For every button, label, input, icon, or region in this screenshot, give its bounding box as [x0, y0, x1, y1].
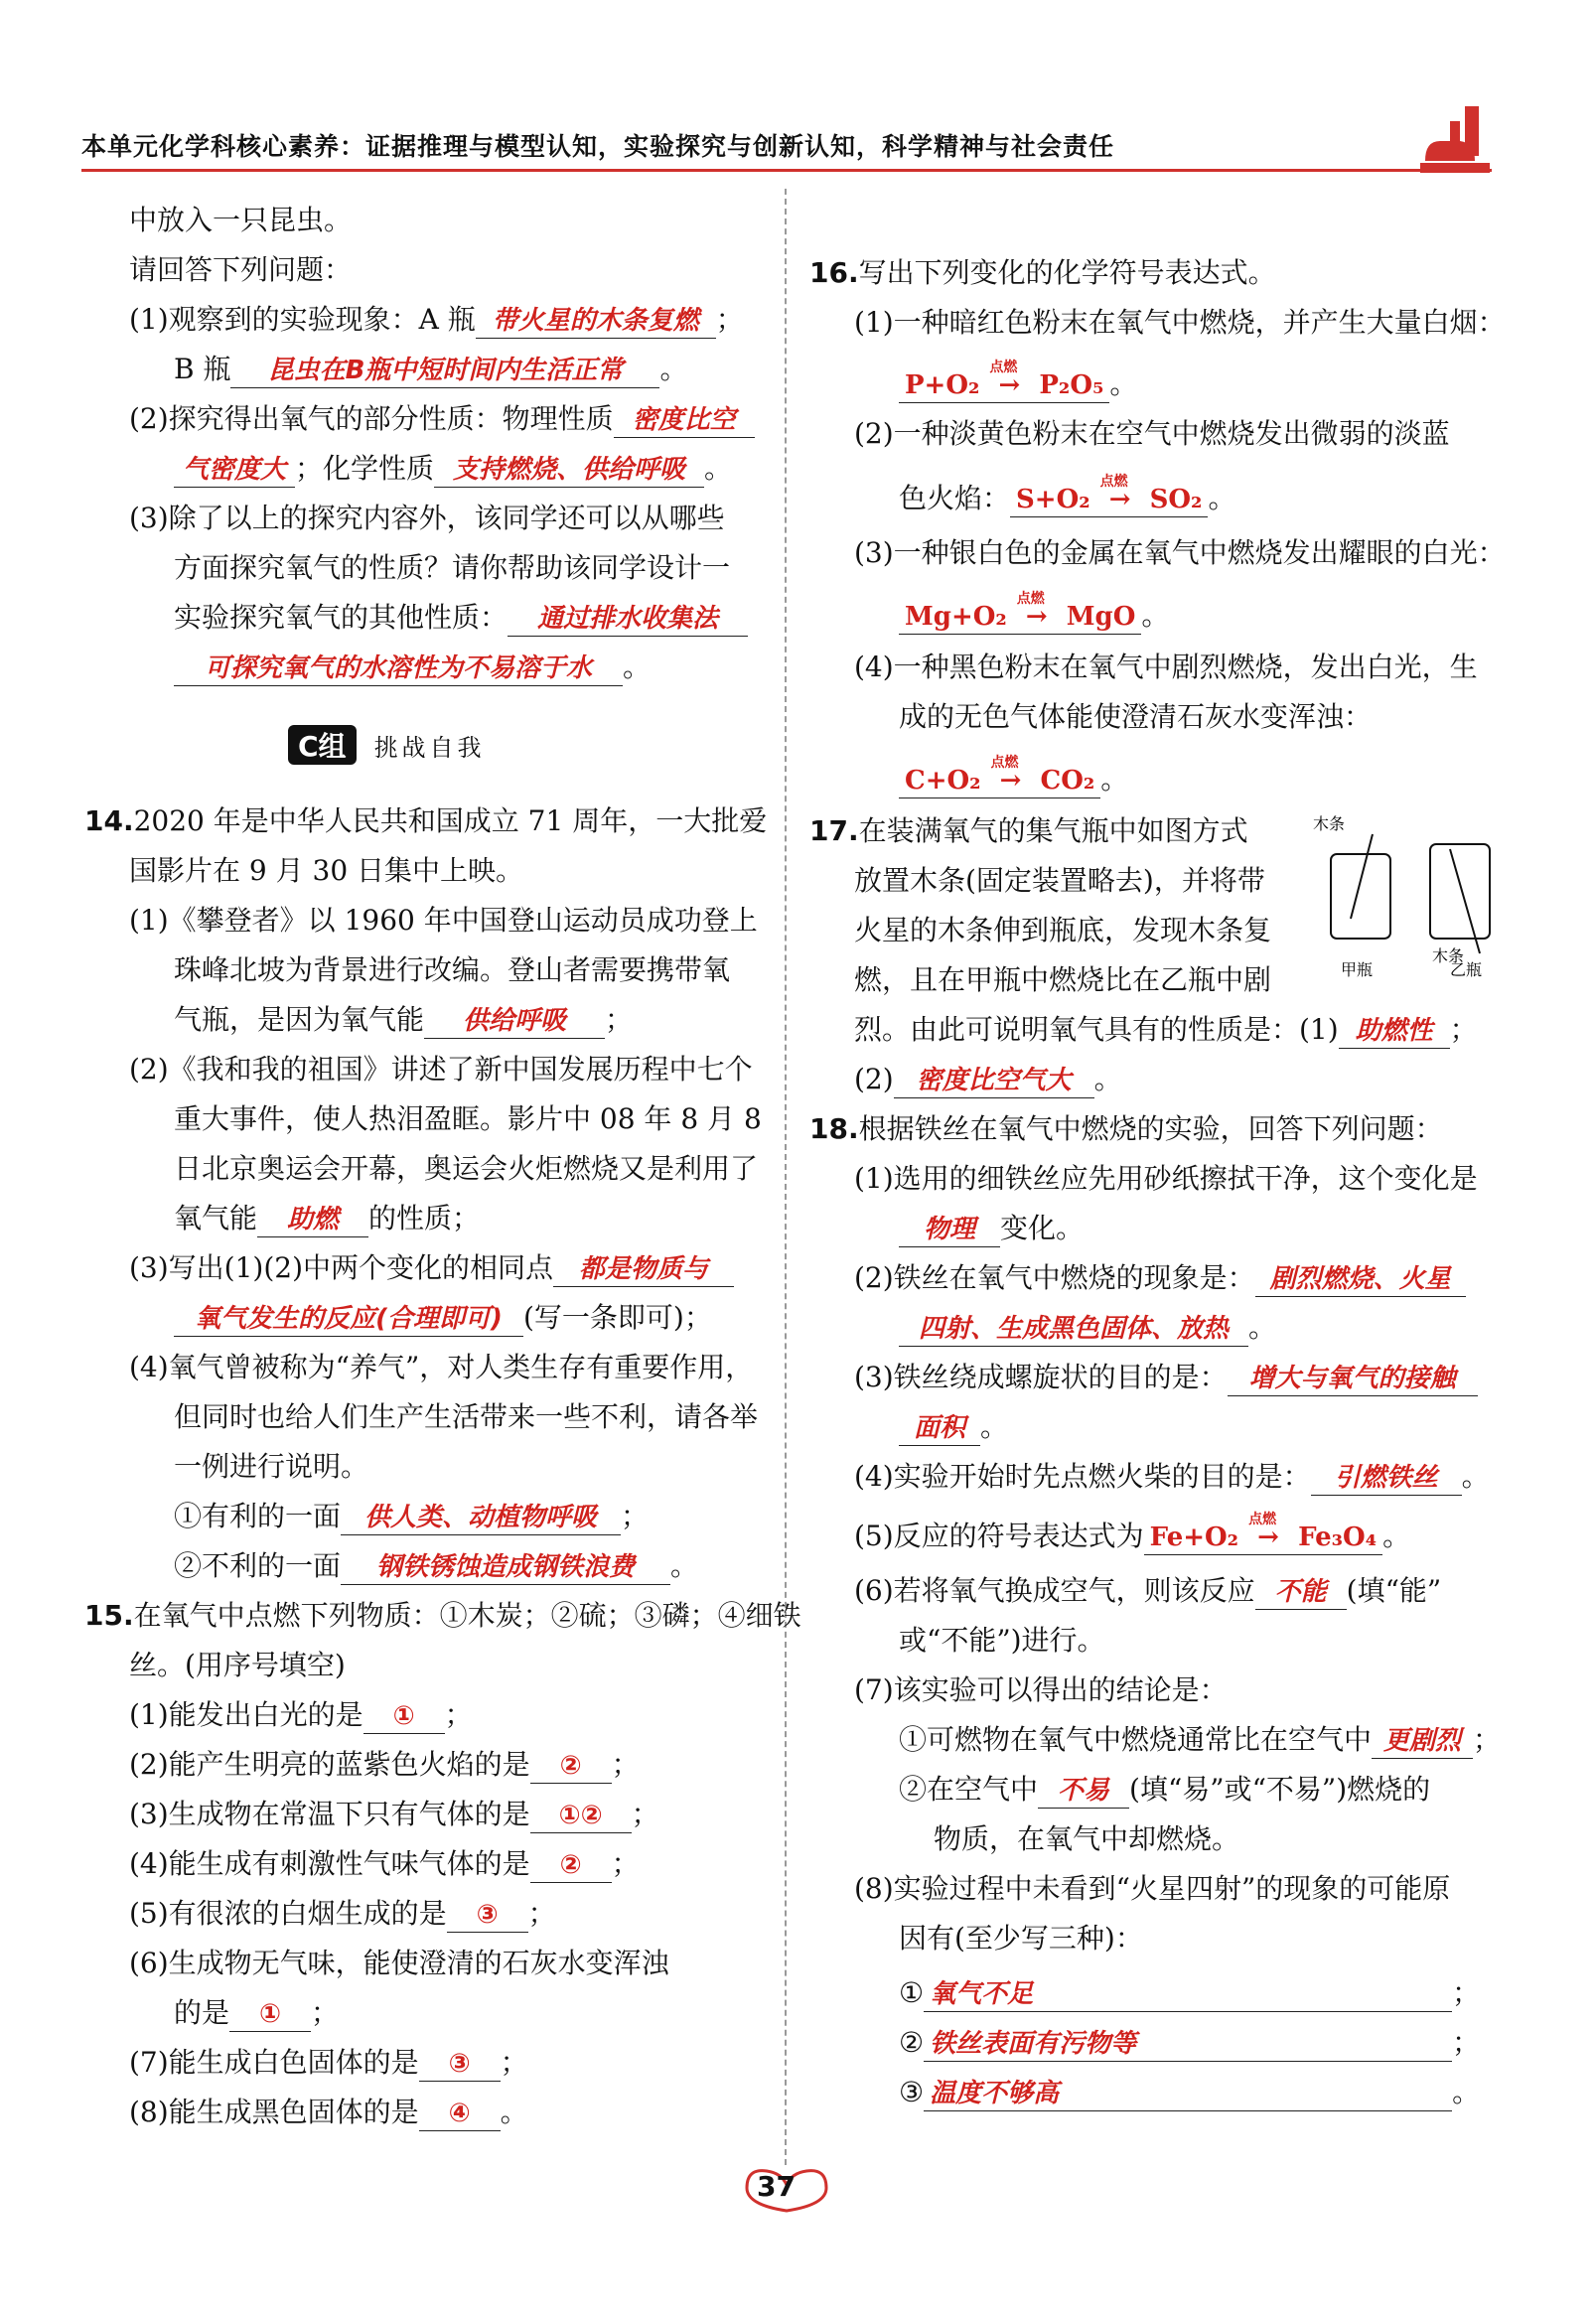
q18-6: (6)若将氧气换成空气，则该反应 不能 (填“能”	[854, 1574, 1441, 1610]
text-line: 方面探究氧气的性质？请你帮助该同学设计一	[174, 551, 731, 584]
answer-field: ①②	[530, 1799, 632, 1833]
fig-label-a: 甲瓶	[1341, 960, 1374, 979]
q18-5: (5)反应的符号表达式为 Fe+O₂ → 点燃 Fe₃O₄ 。	[854, 1520, 1410, 1555]
text-line: 火星的木条伸到瓶底，发现木条复	[854, 914, 1272, 946]
equation-field: S+O₂ → 点燃 SO₂	[1010, 483, 1208, 517]
text-line: 成的无色气体能使澄清石灰水变浑浊：	[899, 700, 1373, 733]
answer-field: 气密度大	[174, 453, 295, 488]
q14-4b: ②不利的一面 钢铁锈蚀造成钢铁浪费 。	[174, 1549, 698, 1585]
q14-3: (3)写出(1)(2)中两个变化的相同点 都是物质与	[129, 1251, 734, 1287]
equation-field: P+O₂ → 点燃 P₂O₅	[899, 368, 1109, 403]
q13-1a: (1)观察到的实验现象：A 瓶 带火星的木条复燃 ；	[129, 303, 744, 339]
answer-field: 可探究氧气的水溶性为不易溶于水	[174, 652, 623, 686]
text-line: 珠峰北坡为背景进行改编。登山者需要携带氧	[174, 953, 731, 986]
answer-field: ③	[419, 2047, 501, 2082]
q18-intro: 18.根据铁丝在氧气中燃烧的实验，回答下列问题：	[809, 1112, 1443, 1145]
column-divider	[785, 189, 787, 2165]
answer-field: 带火星的木条复燃	[476, 304, 716, 339]
q13-1b: B 瓶 昆虫在B瓶中短时间内生活正常 。	[174, 353, 688, 388]
q18-7b: ②在空气中 不易 (填“易”或“不易”)燃烧的	[899, 1773, 1430, 1809]
answer-field: 氧气不足	[924, 1977, 1452, 2012]
answer-field: 助燃	[257, 1203, 368, 1237]
answer-field: 密度比空	[614, 403, 755, 438]
answer-field: 支持燃烧、供给呼吸	[434, 453, 704, 488]
equation: Mg+O₂ → 点燃 MgO 。	[899, 599, 1169, 635]
text-line: 中放入一只昆虫。	[129, 204, 353, 236]
text-line: 燃，且在甲瓶中燃烧比在乙瓶中剧	[854, 963, 1272, 996]
answer-field: 铁丝表面有污物等	[924, 2027, 1452, 2062]
q14-1: 气瓶，是因为氧气能 供给呼吸 ；	[174, 1003, 633, 1039]
answer-field: 更剧烈	[1372, 1724, 1473, 1759]
q18-8-item: ① 氧气不足 ；	[899, 1976, 1480, 2012]
answer-field: 物理	[899, 1213, 1000, 1247]
q15-item: (2)能产生明亮的蓝紫色火焰的是 ② ；	[129, 1748, 640, 1784]
q13-3b: 可探究氧气的水溶性为不易溶于水 。	[174, 651, 651, 686]
page-header-title: 本单元化学科核心素养：证据推理与模型认知，实验探究与创新认知，科学精神与社会责任	[81, 132, 1115, 161]
answer-field: ①	[229, 1997, 311, 2032]
q14-3b: 氧气发生的反应(合理即可) (写一条即可)；	[174, 1301, 712, 1337]
q15-7: (7)能生成白色固体的是 ③ ；	[129, 2046, 528, 2082]
q15-item: (3)生成物在常温下只有气体的是 ①② ；	[129, 1798, 659, 1833]
text-line: (8)实验过程中未看到“火星四射”的现象的可能原	[854, 1872, 1451, 1905]
q14-4a: ①有利的一面 供人类、动植物呼吸 ；	[174, 1500, 649, 1535]
answer-field: 面积	[899, 1411, 980, 1446]
badge-title: 挑战自我	[373, 734, 486, 762]
q18-3b: 面积 。	[899, 1410, 1008, 1446]
q18-2: (2)铁丝在氧气中燃烧的现象是： 剧烈燃烧、火星	[854, 1261, 1466, 1297]
answer-field: ②	[530, 1848, 612, 1883]
answer-field: ④	[419, 2097, 501, 2131]
answer-field: 钢铁锈蚀造成钢铁浪费	[341, 1550, 670, 1585]
q14-2: 氧气能 助燃 的性质；	[174, 1202, 480, 1237]
answer-field: 不能	[1255, 1575, 1347, 1610]
equation: P+O₂ → 点燃 P₂O₅ 。	[899, 367, 1137, 403]
q18-2b: 四射、生成黑色固体、放热 。	[899, 1311, 1276, 1347]
equation: 色火焰： S+O₂ → 点燃 SO₂ 。	[899, 482, 1235, 517]
text-line: (3)除了以上的探究内容外，该同学还可以从哪些	[129, 502, 725, 534]
q18-4: (4)实验开始时先点燃火柴的目的是： 引燃铁丝 。	[854, 1460, 1490, 1496]
fig-label-wood1: 木条	[1313, 814, 1346, 833]
q15-8: (8)能生成黑色固体的是 ④ 。	[129, 2096, 528, 2131]
text-line: (2)一种淡黄色粉末在空气中燃烧发出微弱的淡蓝	[854, 417, 1450, 450]
q17-ans2: (2) 密度比空气大 。	[854, 1063, 1122, 1098]
text-line: 或“不能”)进行。	[899, 1624, 1105, 1657]
q15-intro: 15.在氧气中点燃下列物质：①木炭；②硫；③磷；④细铁	[84, 1599, 801, 1632]
text-line: (4)一种黑色粉末在氧气中剧烈燃烧，发出白光，生	[854, 651, 1478, 683]
answer-field: ②	[530, 1749, 612, 1784]
q18-1: 物理 变化。	[899, 1212, 1084, 1247]
lab-flask-logo-icon	[1415, 101, 1495, 179]
text-line: 日北京奥运会开幕，奥运会火炬燃烧又是利用了	[174, 1152, 759, 1185]
section-badge	[288, 725, 486, 765]
q18-8-item: ② 铁丝表面有污物等 ；	[899, 2026, 1480, 2062]
q13-3: 实验探究氧气的其他性质： 通过排水收集法	[174, 601, 748, 637]
text-line: (7)该实验可以得出的结论是：	[854, 1673, 1228, 1706]
text-line: 物质，在氧气中却燃烧。	[934, 1822, 1240, 1855]
answer-field: 供人类、动植物呼吸	[341, 1501, 621, 1535]
answer-field: 四射、生成黑色固体、放热	[899, 1312, 1248, 1347]
answer-field: 通过排水收集法	[508, 602, 748, 637]
text-line: (4)氧气曾被称为“养气”，对人类生存有重要作用，	[129, 1351, 754, 1383]
text-line: 请回答下列问题：	[129, 253, 353, 286]
q18-8-item: ③ 温度不够高 。	[899, 2076, 1480, 2111]
badge-label: C组	[288, 725, 357, 765]
equation-field: C+O₂ → 点燃 CO₂	[899, 764, 1100, 798]
answer-field: 氧气发生的反应(合理即可)	[174, 1302, 523, 1337]
fig-label-wood2: 木条	[1432, 946, 1465, 965]
text-line: 放置木条(固定装置略去)，并将带	[854, 864, 1265, 897]
text-line: (1)《攀登者》以 1960 年中国登山运动员成功登上	[129, 904, 758, 937]
text-line: 但同时也给人们生产生活带来一些不利，请各举	[174, 1400, 759, 1433]
text-line: 因有(至少写三种)：	[899, 1922, 1143, 1955]
q18-3: (3)铁丝绕成螺旋状的目的是： 增大与氧气的接触	[854, 1361, 1478, 1396]
answer-field: 供给呼吸	[424, 1004, 605, 1039]
answer-field: 密度比空气大	[894, 1064, 1094, 1098]
text-line: 丝。(用序号填空)	[129, 1649, 346, 1681]
text-line: (3)一种银白色的金属在氧气中燃烧发出耀眼的白光：	[854, 536, 1506, 569]
q13-2: (2)探究得出氧气的部分性质：物理性质 密度比空	[129, 402, 755, 438]
text-line: (2)《我和我的祖国》讲述了新中国发展历程中七个	[129, 1053, 753, 1086]
text-line: (1)选用的细铁丝应先用砂纸擦拭干净，这个变化是	[854, 1162, 1478, 1195]
text-line: 重大事件，使人热泪盈眶。影片中 08 年 8 月 8	[174, 1102, 762, 1135]
text-line: 一例进行说明。	[174, 1450, 369, 1483]
answer-field: 温度不够高	[924, 2077, 1452, 2111]
text-line: (1)一种暗红色粉末在氧气中燃烧，并产生大量白烟：	[854, 306, 1506, 339]
q15-6: 的是 ① ；	[174, 1996, 339, 2032]
text-line: 国影片在 9 月 30 日集中上映。	[129, 854, 524, 887]
q17-l1: 17.在装满氧气的集气瓶中如图方式	[809, 814, 1248, 847]
answer-field: 都是物质与	[553, 1252, 734, 1287]
q15-item: (5)有很浓的白烟生成的是 ③ ；	[129, 1897, 556, 1933]
answer-field: 引燃铁丝	[1311, 1461, 1462, 1496]
answer-field: 昆虫在B瓶中短时间内生活正常	[230, 354, 659, 388]
header-rule	[81, 169, 1492, 172]
q16-intro: 16.写出下列变化的化学符号表达式。	[809, 256, 1276, 289]
page-number: 37	[757, 2170, 796, 2203]
answer-field: ③	[447, 1898, 528, 1933]
answer-field: 助燃性	[1339, 1014, 1450, 1049]
gas-jar-figure	[1311, 814, 1510, 983]
q15-item: (4)能生成有刺激性气味气体的是 ② ；	[129, 1847, 640, 1883]
text-line: (6)生成物无气味，能使澄清的石灰水变浑浊	[129, 1947, 669, 1979]
q15-item: (1)能发出白光的是 ① ；	[129, 1698, 473, 1734]
equation-field: Mg+O₂ → 点燃 MgO	[899, 600, 1141, 635]
answer-field: 增大与氧气的接触	[1228, 1362, 1478, 1396]
equation: C+O₂ → 点燃 CO₂ 。	[899, 763, 1128, 798]
fig-label-b: 乙瓶	[1450, 960, 1483, 979]
answer-field: ①	[363, 1699, 445, 1734]
answer-field: 不易	[1038, 1774, 1129, 1809]
q13-2b: 气密度大 ；化学性质 支持燃烧、供给呼吸 。	[174, 452, 732, 488]
equation-field: Fe+O₂ → 点燃 Fe₃O₄	[1144, 1521, 1382, 1555]
answer-field: 剧烈燃烧、火星	[1255, 1262, 1466, 1297]
q17-ans1: 烈。由此可说明氧气具有的性质是：(1) 助燃性 ；	[854, 1013, 1478, 1049]
q14-intro: 14.2020 年是中华人民共和国成立 71 周年，一大批爱	[84, 804, 768, 837]
q18-7a: ①可燃物在氧气中燃烧通常比在空气中 更剧烈 ；	[899, 1723, 1501, 1759]
